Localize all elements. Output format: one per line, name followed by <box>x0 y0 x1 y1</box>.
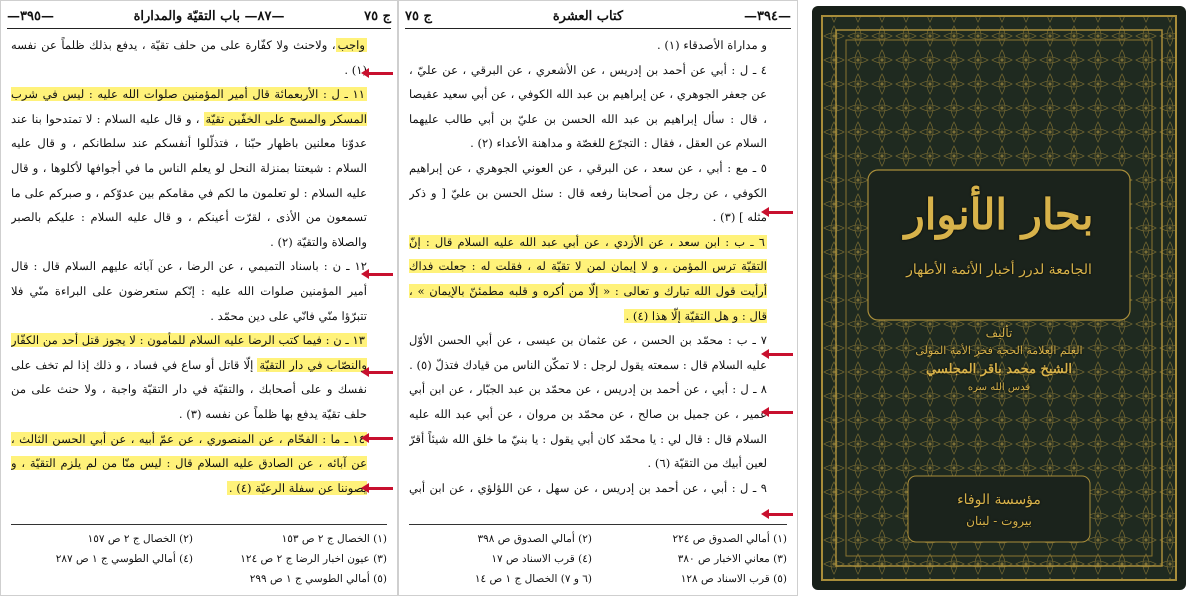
paragraph-text: ٨ ـ ل : أبي ، عن أحمد بن إدريس ، عن محمّد بن عبد الجبّار ، عن ابن أبي عمير ، عن جميل بن صالح ، عن محمّد بن مروان ، عن أبي عبد الله عليه السلام قال : قال لي : يا محمّد كان أبي يقول : يا بنيّ ما خلق الله شيئاً أقرّ لعين أبيك من التقيّة (٦) . <box>409 382 767 471</box>
footnote: (٢) الخصال ج ٢ ص ١٥٧ <box>87 533 193 545</box>
footnote: (٢) أمالي الصدوق ص ٣٩٨ <box>477 533 592 545</box>
footnote: (٥) قرب الاسناد ص ١٢٨ <box>680 573 787 585</box>
paragraph <box>409 230 767 328</box>
cover-author-blessing: قدس الله سره <box>967 382 1031 393</box>
paragraph <box>11 328 367 426</box>
red-arrow-marker <box>767 411 793 414</box>
paragraph-text: ١٢ ـ ن : باسناد التميمي ، عن الرضا ، عن آبائه عليهم السلام قال : قال أمير المؤمنين صلوات الله عليه : إنّكم ستعرضون على البراءة منّي فلا تتبرّؤا منّي فانّي على دين محمّد . <box>11 259 367 323</box>
footnote: (٦ و ٧) الخصال ج ١ ص ١٤ <box>474 573 592 585</box>
page-volume: ج ٧٥ <box>364 9 391 24</box>
paragraph-text: و مداراة الأصدقاء (١) . <box>656 38 767 52</box>
paragraph-text: ٧ ـ ب : محمّد بن الحسن ، عن عثمان بن عيسى ، عن أبي الحسن الأوّل عليه السلام قال : سمعته يقول لرجل : لا تمكّن الناس من قيادك فتذلّ (٥) . <box>409 333 767 372</box>
highlighted-text: ١٣ ـ ن : فيما كتب الرضا عليه السلام للمأمون : لا يجوز قتل أحد من الكفّار والنصّاب في دار التقيّة <box>11 333 367 372</box>
page-volume: ج ٧٥ <box>405 9 432 24</box>
page-body <box>409 33 767 503</box>
cover-author-label: تأليف <box>985 326 1013 340</box>
footnote: (٣) عيون اخبار الرضا ج ٢ ص ١٢٤ <box>240 553 387 565</box>
paragraph-text: ٩ ـ ل : أبي ، عن أحمد بن إدريس ، عن سهل ، عن اللؤلؤي ، عن ابن أبي <box>409 480 767 495</box>
cover-city: بيروت - لبنان <box>966 514 1032 528</box>
highlighted-text: ١٤ ـ ما : الفحّام ، عن المنصوري ، عن عمّ أبيه ، عن أبي الحسن الثالث ، عن آبائه ، عن الصادق عليه السلام قال : ليس منّا من لم يلزم التقيّة ، و يصوننا عن سفلة الرعيّة (٤) . <box>11 431 367 495</box>
footnote-divider <box>409 524 787 525</box>
chapter-title: —٨٧— باب التقيّة والمداراة <box>133 9 285 24</box>
page-header <box>7 5 391 29</box>
highlighted-text: ٦ ـ ب : ابن سعد ، عن الأزدي ، عن أبي عبد الله عليه السلام قال : إنّ التقيّة ترس المؤمن ، و لا إيمان لمن لا تقيّة له ، فقلت له : جعلت فداك أرأيت قول الله تبارك و تعالى : « إلّا من اُكره و قلبه مطمئنّ بالإيمان » ، قال : و هل التقيّة إلّا هذا (٤) . <box>409 234 767 323</box>
cover-subtitle: الجامعة لدرر أخبار الأئمة الأطهار <box>906 262 1092 278</box>
highlighted-text: واجب <box>337 38 365 52</box>
cover-author-name: الشيخ محمد باقر المجلسي <box>926 362 1072 377</box>
publisher-cartouche <box>908 476 1090 542</box>
page-body <box>11 33 367 503</box>
red-arrow-marker <box>367 487 393 490</box>
chapter-title: كتاب العشرة <box>552 9 624 24</box>
paragraph-text: ، ولاحنث ولا كفّارة على من حلف تقيّة ، يدفع بذلك ظلماً عن نفسه ١) . <box>11 38 363 77</box>
footnote: (٤) أمالي الطوسي ج ١ ص ٢٨٧ <box>55 553 193 565</box>
footnote: (٥) أمالي الطوسي ج ١ ص ٢٩٩ <box>249 573 387 585</box>
paragraph <box>11 427 367 501</box>
paragraph <box>409 58 767 156</box>
cover-publisher: مؤسسة الوفاء <box>957 492 1041 508</box>
paragraph <box>409 328 767 377</box>
left-book-page <box>0 0 398 596</box>
paragraph-text: إلّا قاتل أو ساع في فساد ، و ذلك إذا لم تخف على نفسك و على أصحابك ، والتقيّة في دار التقيّة واجبة ، ولا حنث على من حلف تقيّة يدفع بها ظلماً عن نفسه (٣) . <box>11 357 367 421</box>
footnote: (٤) قرب الاسناد ص ١٧ <box>491 553 592 565</box>
red-arrow-marker <box>767 211 793 214</box>
paragraph <box>11 33 367 82</box>
red-arrow-marker <box>367 72 393 75</box>
footnotes <box>11 529 387 591</box>
paragraph-text: ، و قال عليه السلام : لا تمتدحوا بنا عند عدوّنا معلنين باظهار حبّنا ، فتذلّلوا أنفسكم عند سلطانكم ، و قال عليه السلام : شيعتنا بمنزلة النحل لو يعلم الناس ما في أجوافها لأكلوها ، و قال عليه السلام : لو تعلمون ما لكم في مقامكم بين عدوّكم ، و صبركم على ما تسمعون من الأذى ، لقرّت أعينكم ، و قال عليه السلام : عليكم بالصبر والصلاة والتقيّة (٢) . <box>11 111 367 249</box>
page-header <box>405 5 791 29</box>
cover-author-honorific: العلم العلامة الحجة فخر الأمة المولى <box>915 344 1083 357</box>
paragraph <box>11 254 367 328</box>
paragraph <box>409 476 767 503</box>
cover-title: بحار الأنوار <box>904 190 1094 239</box>
red-arrow-marker <box>767 353 793 356</box>
red-arrow-marker <box>367 273 393 276</box>
paragraph-text: ٤ ـ ل : أبي عن أحمد بن إدريس ، عن الأشعري ، عن البرقي ، عن عليّ ، عن جعفر الجوهري ، عن إبراهيم بن عبد الله الكوفي ، عن أبي سعيد عقيصا ، قال : سأل إبراهيم بن عبد الله الحسن بن عليّ بن أبي طالب عليهما السلام عن العقل ، فقال : التجرّع للغصّة و مداهنة الأعداء (٢) . <box>409 62 767 151</box>
red-arrow-marker <box>367 437 393 440</box>
paragraph <box>11 82 367 254</box>
paragraph <box>409 33 767 58</box>
highlighted-text: ١١ ـ ل : الأربعمائة قال أمير المؤمنين صلوات الله عليه : ليس في شرب المسكر والمسح على الخفّين تقيّة <box>11 87 367 126</box>
paragraph <box>409 156 767 230</box>
paragraph <box>11 500 367 503</box>
red-arrow-marker <box>367 371 393 374</box>
footnotes <box>409 529 787 591</box>
footnote: (٣) معاني الاخبار ص ٣٨٠ <box>677 553 787 565</box>
paragraph <box>409 377 767 475</box>
footnote: (١) الخصال ج ٢ ص ١٥٣ <box>281 533 387 545</box>
paragraph-text: ٥ ـ مع : أبي ، عن سعد ، عن البرقي ، عن العوني الجوهري ، عن إبراهيم الكوفي ، عن رجل من أصحابنا رفعه قال : سئل الحسن بن عليّ [ و ذكر مثله ] (٣) . <box>409 160 767 225</box>
footnote: (١) أمالي الصدوق ص ٢٢٤ <box>672 533 787 545</box>
page-number: —٣٩٥— <box>7 9 54 24</box>
red-arrow-marker <box>767 513 793 516</box>
middle-book-page <box>398 0 798 596</box>
footnote-divider <box>11 524 387 525</box>
page-number: —٣٩٤— <box>744 9 791 24</box>
